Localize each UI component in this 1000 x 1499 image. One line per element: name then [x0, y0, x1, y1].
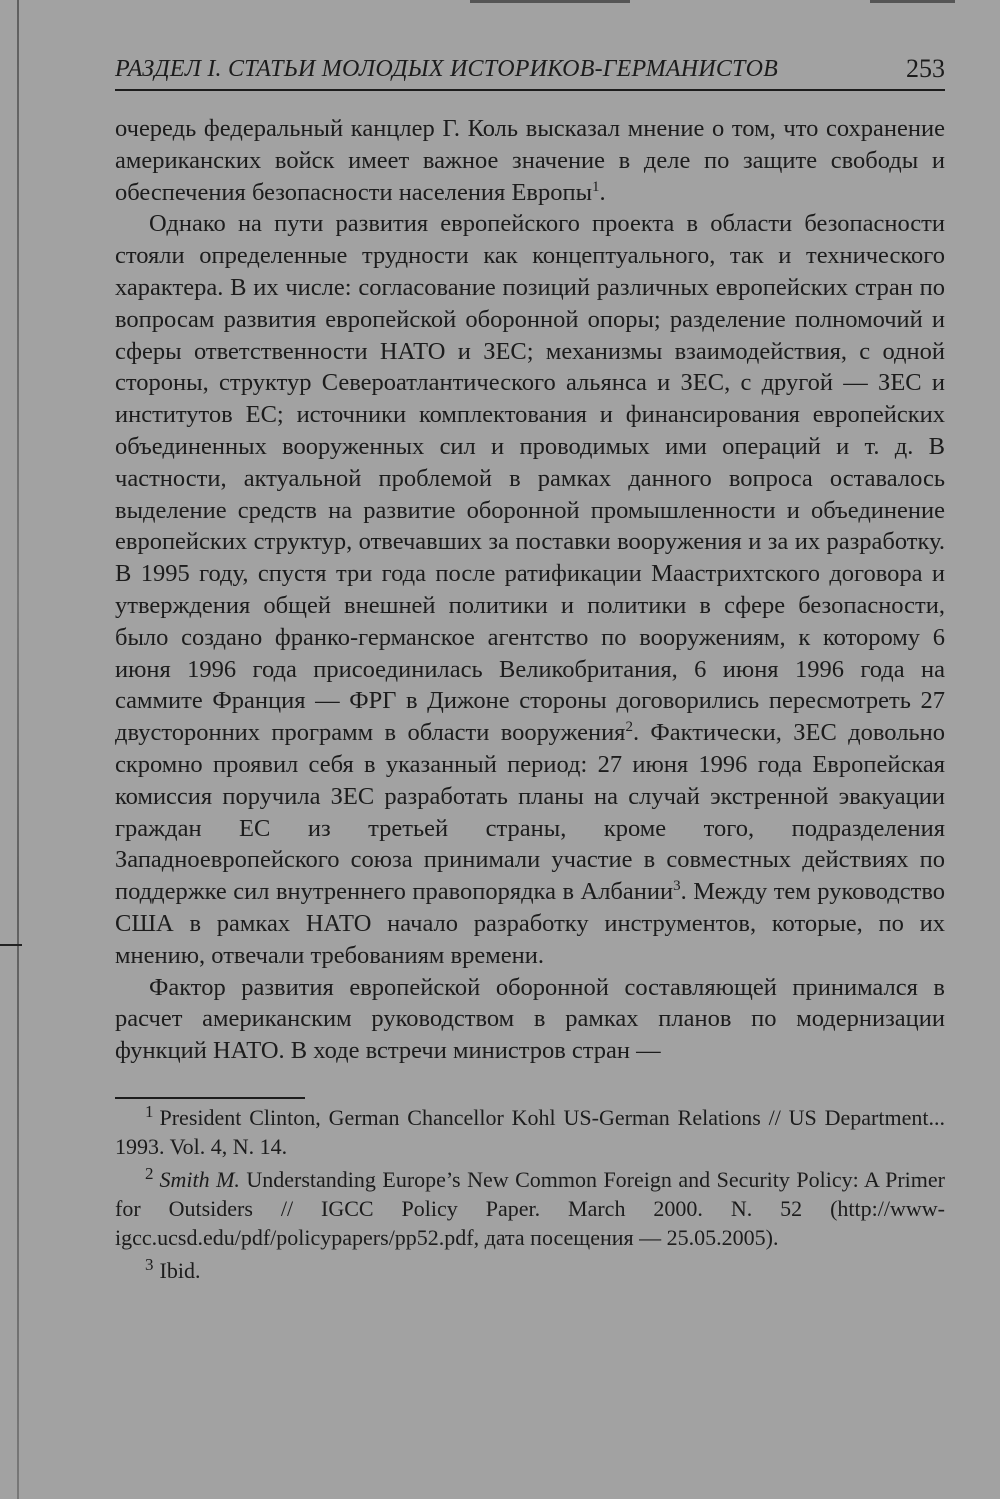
scan-top-mark — [470, 0, 630, 3]
footnote — [115, 1165, 945, 1252]
footnote-text: President Clinton, German Chancellor Kohl US-German Relations // US Department... 1993. Vol. 4, N. 14. — [115, 1104, 945, 1159]
footnotes — [115, 1103, 945, 1285]
footnote-text: Ibid. — [159, 1257, 201, 1283]
scan-top-mark — [870, 0, 955, 3]
scan-margin-mark — [0, 944, 22, 946]
footnote-separator — [115, 1097, 305, 1099]
footnote-ref: 1 — [592, 178, 600, 195]
page-number: 253 — [906, 54, 945, 83]
paragraph: Однако на пути развития европейского проекта в области безопасности стояли определенные трудности как концептуального, так и технического характера. В их числе: согласование позиций различных европейских стран по вопросам развития европейской оборонной опоры; разделение полномочий и сферы ответственности НАТО и ЗЕС; механизмы взаимодействия, с одной стороны, структур Североатлантического альянса и ЗЕС, с другой — ЗЕС и институтов ЕС; источники комплектования и финансирования европейских объединенных вооруженных сил и проводимых ими операций и т. д. В частности, актуальной проблемой в рамках данного вопроса оставалось выделение средств на развитие оборонной промышленности и объединение европейских структур, отвечавших за поставки вооружения и за их разработку. В 1995 году, спустя три года после ратификации Маастрихтского договора и утверждения общей внешней политики и политики в сфере безопасности, было создано франко-германское агентство по вооружениям, к которому 6 июня 1996 года присоединилась Великобритания, 6 июня 1996 года на саммите Франция — ФРГ в Дижоне стороны договорились пересмотреть 27 двусторонних программ в области вооружения$^2$. Фактически, ЗЕС довольно скромно проявил себя в указанный период: 27 июня 1996 года Европейская комиссия поручила ЗЕС разработать планы на случай экстренной эвакуации граждан ЕС из третьей страны, кроме того, подразделения Западноевропейского союза принимали участие в совместных действиях по поддержке сил внутреннего правопорядка в Албании$^3$. Между тем руководство США в рамках НАТО начало разработку инструментов, которые, по их мнению, отвечали требованиям времени. — [115, 210, 945, 969]
scan-left-edge — [17, 0, 19, 1499]
footnote-number: 1 — [145, 1101, 154, 1121]
running-header — [115, 52, 945, 91]
footnote — [115, 1103, 945, 1161]
main-text — [115, 113, 945, 1067]
footnote-text: Understanding Europe’s New Common Foreign and Security Policy: A Primer for Outsiders // IGCC Policy Paper. March 2000. N. 52 (http://www-igcc.ucsd.edu/pdf/policypapers/pp52.pdf, дата посещения — 25.05.2005). — [115, 1166, 945, 1250]
footnote-author: Smith M. — [159, 1166, 240, 1192]
paragraph: Фактор развития европейской оборонной составляющей принимался в расчет американским руководством в рамках планов по модернизации функций НАТО. В ходе встречи министров стран — — [115, 973, 945, 1065]
footnote-ref: 3 — [673, 877, 681, 894]
footnote — [115, 1256, 945, 1285]
footnote-number: 3 — [145, 1254, 154, 1274]
footnote-number: 2 — [145, 1163, 154, 1183]
section-title: РАЗДЕЛ I. СТАТЬИ МОЛОДЫХ ИСТОРИКОВ-ГЕРМАНИСТОВ — [115, 56, 779, 82]
paragraph: очередь федеральный канцлер Г. Коль высказал мнение о том, что сохранение американских войск имеет важное значение в деле по защите свободы и обеспечения безопасности населения Европы$^1$. — [115, 115, 945, 206]
footnote-ref: 2 — [625, 718, 633, 735]
book-page — [115, 52, 945, 1289]
